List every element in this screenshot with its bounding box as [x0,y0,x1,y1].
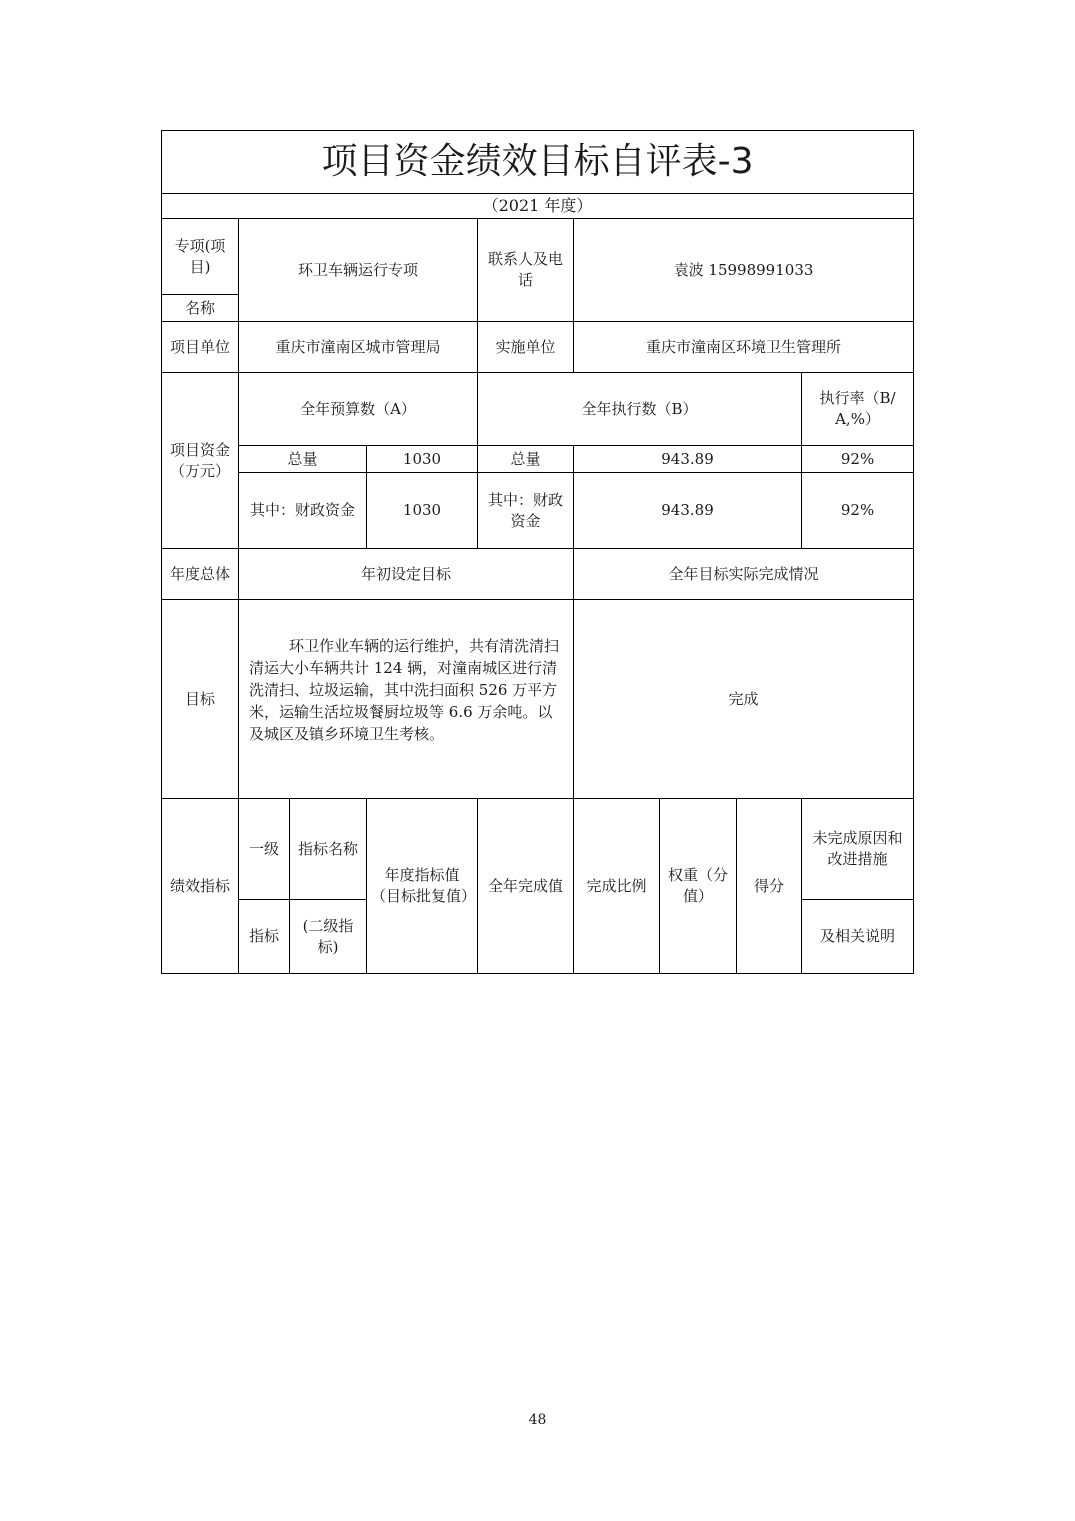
total-exec: 943.89 [574,446,802,473]
indicator-score: 得分 [737,799,802,974]
fiscal-exec: 943.89 [574,473,802,549]
indicator-ratio: 完成比例 [574,799,660,974]
total-label: 总量 [239,446,367,473]
indicator-weight: 权重（分值） [660,799,737,974]
funds-label: 项目资金（万元） [162,373,239,549]
indicator-reason-suffix: 及相关说明 [802,900,914,974]
fiscal-label: 其中：财政资金 [239,473,367,549]
budget-header: 全年预算数（A） [239,373,478,446]
goal-status: 完成 [574,600,914,799]
total-exec-label: 总量 [478,446,574,473]
fiscal-exec-label: 其中：财政资金 [478,473,574,549]
unit-value: 重庆市潼南区城市管理局 [239,322,478,373]
page-number: 48 [528,1412,547,1428]
indicator-completed-value: 全年完成值 [478,799,574,974]
form-title: 项目资金绩效目标自评表-3 [162,131,914,194]
contact-value: 袁波 15998991033 [574,219,914,322]
goal-label: 目标 [162,600,239,799]
exec-header: 全年执行数（B） [478,373,802,446]
project-name-label: 专项(项目) [162,219,239,295]
rate-header: 执行率（B/A,%） [802,373,914,446]
actual-header: 全年目标实际完成情况 [574,549,914,600]
project-name-label-suffix: 名称 [162,295,239,322]
indicator-level1: 一级 [239,799,290,900]
indicator-level1-suffix: 指标 [239,900,290,974]
impl-label: 实施单位 [478,322,574,373]
fiscal-budget: 1030 [367,473,478,549]
project-name-value: 环卫车辆运行专项 [239,219,478,322]
unit-label: 项目单位 [162,322,239,373]
indicator-annual-value: 年度指标值（目标批复值） [367,799,478,974]
goal-text: 环卫作业车辆的运行维护，共有清洗清扫清运大小车辆共计 124 辆，对潼南城区进行清洗清扫、垃圾运输，其中洗扫面积 526 万平方米，运输生活垃圾餐厨垃圾等 6.6 万余吨。以及城区及镇乡环境卫生考核。 [249,637,560,743]
total-budget: 1030 [367,446,478,473]
indicator-reason: 未完成原因和改进措施 [802,799,914,900]
form-year: （2021 年度） [162,194,914,219]
initial-goal-header: 年初设定目标 [239,549,574,600]
indicator-name-suffix: (二级指标) [290,900,367,974]
total-rate: 92% [802,446,914,473]
goal-text-cell [239,600,574,799]
indicators-label: 绩效指标 [162,799,239,974]
impl-value: 重庆市潼南区环境卫生管理所 [574,322,914,373]
performance-form-table [161,130,914,974]
overall-label: 年度总体 [162,549,239,600]
indicator-name: 指标名称 [290,799,367,900]
fiscal-rate: 92% [802,473,914,549]
contact-label: 联系人及电话 [478,219,574,322]
